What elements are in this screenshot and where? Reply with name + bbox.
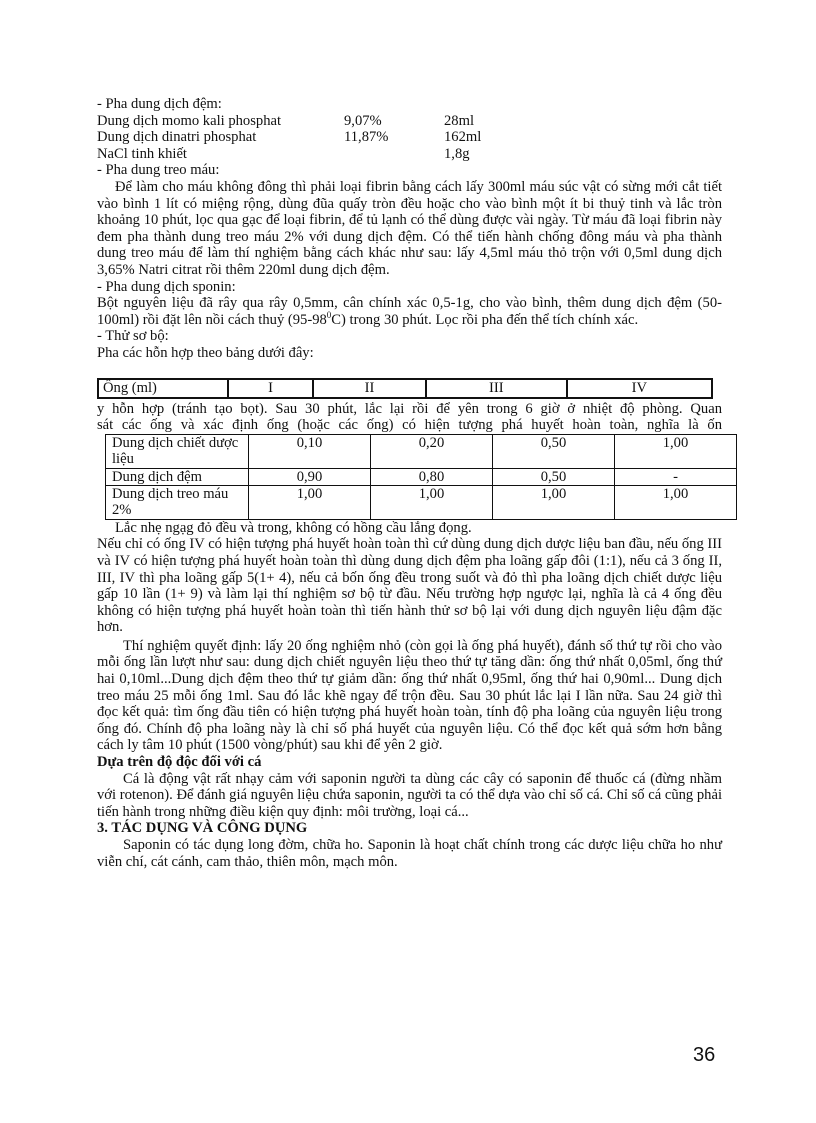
table-header-cell: II xyxy=(313,379,426,398)
buffer-row: Dung dịch momo kali phosphat 9,07% 28ml xyxy=(97,112,474,129)
row-label: Dung dịch treo máu 2% xyxy=(106,485,249,519)
page-number: 36 xyxy=(693,1044,716,1066)
table-header-label: Ống (ml) xyxy=(98,379,228,398)
prelim-heading: - Thử sơ bộ: xyxy=(97,328,169,345)
table-row xyxy=(106,434,737,468)
table-cell: 1,00 xyxy=(615,485,737,519)
table-cell: 1,00 xyxy=(493,485,615,519)
table-row xyxy=(106,468,737,485)
mix-line-1: y hỗn hợp (tránh tạo bọt). Sau 30 phút, lắc lại rồi để yên trong 6 giờ ở nhiệt độ phòng. Quan xyxy=(97,400,722,417)
table-header-cell: I xyxy=(228,379,313,398)
table-cell: 1,00 xyxy=(371,485,493,519)
tube-header-table xyxy=(97,378,713,399)
tube-body-table xyxy=(105,434,737,520)
table-cell: - xyxy=(615,468,737,485)
table-cell: 0,90 xyxy=(249,468,371,485)
fish-heading: Dựa trên độ độc đối với cá xyxy=(97,754,262,771)
table-cell: 1,00 xyxy=(249,485,371,519)
table-cell: 0,50 xyxy=(493,434,615,468)
section-paragraph: Saponin có tác dụng long đờm, chữa ho. Saponin là hoạt chất chính trong các dược liệu chữa ho như viễn chí, cát cánh, cam thảo, thiên môn, mạch môn. xyxy=(97,837,722,870)
saponin-paragraph: Bột nguyên liệu đã rây qua rây 0,5mm, cân chính xác 0,5-1g, cho vào bình, thêm dung dịch đệm (50-100ml) rồi đặt lên nồi cách thuỷ $(95-98^0C)$ trong 30 phút. Lọc rồi pha đến thể tích chính xác. xyxy=(97,295,722,328)
result-paragraph: Nếu chỉ có ống IV có hiện tượng phá huyết hoàn toàn thì cứ dùng dung dịch dược liệu ban đầu, nếu ống III và IV có hiện tượng phá huyết hoàn toàn thì dùng dung dịch đệm pha loãng gấp đôi (1:1), nếu cả 3 ống II, III, IV thì pha loãng gấp 5(1+ 4), nếu cả bốn ống đều trong suốt và đỏ thì pha loãng dịch chiết dược liệu gấp 10 lần (1+ 9) và làm lại thí nghiệm sơ bộ từ đầu. Nếu trường hợp ngược lại, nghĩa là cả 4 ống đều không có hiện tượng phá huyết hoàn toàn thì tiến hành thử sơ bộ lại với dung dịch nguyên liệu đậm đặc hơn. xyxy=(97,536,722,636)
page-content xyxy=(97,96,722,870)
saponin-heading: - Pha dung dịch sponin: xyxy=(97,278,236,295)
table-cell: 0,20 xyxy=(371,434,493,468)
shake-line: Lắc nhẹ ngạg đỏ đều và trong, không có hồng cầu lắng đọng. xyxy=(115,519,472,536)
buffer-row: NaCl tinh khiết 1,8g xyxy=(97,145,470,162)
section-heading: 3. TÁC DỤNG VÀ CÔNG DỤNG xyxy=(97,820,308,837)
mix-line-2: sát các ống và xác định ống (hoặc các ống) có hiện tượng phá huyết hoàn toàn, nghĩa là ốn xyxy=(97,417,722,434)
buffer-heading: - Pha dung dịch đệm: xyxy=(97,96,222,112)
table-header-cell: IV xyxy=(567,379,712,398)
row-label: Dung dịch chiết dược liệu xyxy=(106,434,249,468)
table-cell: 0,80 xyxy=(371,468,493,485)
table-cell: 0,10 xyxy=(249,434,371,468)
blood-heading: - Pha dung treo máu: xyxy=(97,162,220,179)
table-cell: 0,50 xyxy=(493,468,615,485)
table-cell: 1,00 xyxy=(615,434,737,468)
prelim-intro: Pha các hỗn hợp theo bảng dưới đây: xyxy=(97,344,314,361)
row-label: Dung dịch đệm xyxy=(106,468,249,485)
buffer-row: Dung dịch dinatri phosphat 11,87% 162ml xyxy=(97,129,482,146)
blood-paragraph: Để làm cho máu không đông thì phải loại fibrin bằng cách lấy 300ml máu súc vật có sừng mới cắt tiết vào bình 1 lít có miệng rộng, dùng đũa quấy tròn đều hoặc cho vào bình một ít bi thuỷ tinh và lắc tròn khoảng 10 phút, lọc qua gạc để loại fibrin, để tủ lạnh có thể dùng được vài ngày. Từ máu đã loại fibrin này đem pha thành dung treo máu 2% với dung dịch đệm. Có thể tiến hành chống đông máu và pha thành dung treo máu để làm thí nghiệm bằng cách khác như sau: lấy 4,5ml máu thỏ trộn với 0,5ml dung dịch 3,65% Natri citrat rồi thêm 220ml dung dịch đệm. xyxy=(97,178,722,278)
table-header-cell: III xyxy=(426,379,567,398)
table-row xyxy=(106,485,737,519)
fish-paragraph: Cá là động vật rất nhạy cảm với saponin người ta dùng các cây có saponin để thuốc cá (đừng nhầm với rotenon). Để đánh giá nguyên liệu chứa saponin, người ta có thể dựa vào chỉ số cá. Chỉ số cá cũng phải tiến hành trong những điều kiện quy định: môi trường, loại cá... xyxy=(97,770,722,820)
decisive-paragraph: Thí nghiệm quyết định: lấy 20 ống nghiệm nhỏ (còn gọi là ống phá huyết), đánh số thứ tự rồi cho vào mỗi ống lần lượt như sau: dung dịch chiết nguyên liệu theo thứ tự tăng dần: ống thứ nhất 0,05ml, ống thứ hai 0,10ml...Dung dịch đệm theo thứ tự giảm dần: ống thứ nhất 0,95ml, ống thứ hai 0,90ml... Dung dịch treo máu 25 mỗi ống 1ml. Sau đó lắc khẽ ngay để trộn đều. Sau 30 phút lắc lại I lần nữa. Sau 24 giờ thì đọc kết quả: tìm ống đầu tiên có hiện tượng phá huyết hoàn toàn, tính độ pha loãng của nguyên liệu trong ống đó. Chính độ pha loãng này là chỉ số phá huyết của nguyên liệu. Có thể đọc kết quả sớm hơn bằng cách ly tâm 10 phút (1500 vòng/phút) sau khi để yên 2 giờ. xyxy=(97,637,722,754)
